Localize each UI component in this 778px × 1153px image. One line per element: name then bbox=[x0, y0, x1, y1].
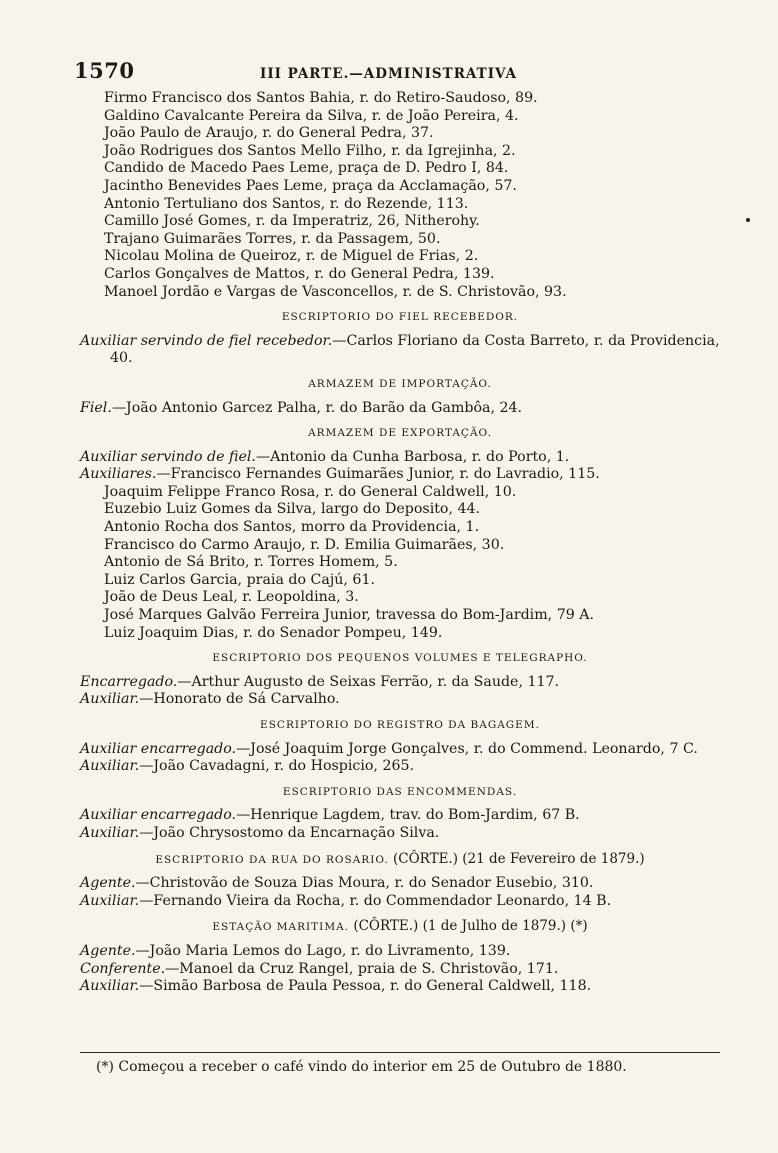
role-label: Auxiliares. bbox=[80, 466, 157, 483]
entry-rosario-2 bbox=[80, 893, 720, 911]
list-item: Joaquim Felippe Franco Rosa, r. do General Caldwell, 10. bbox=[104, 483, 517, 500]
role-label: Encarregado. bbox=[80, 673, 178, 690]
list-item: José Marques Galvão Ferreira Junior, travessa do Bom-Jardim, 79 A. bbox=[104, 607, 595, 624]
running-title: III PARTE.—ADMINISTRATIVA bbox=[260, 66, 517, 82]
section-title-exportacao: ARMAZEM DE EXPORTAÇÃO. bbox=[308, 427, 492, 440]
role-label: Agente. bbox=[80, 875, 136, 892]
list-item: Camillo José Gomes, r. da Imperatriz, 26, Nitherohy. bbox=[104, 213, 480, 230]
list-item: Galdino Cavalcante Pereira da Silva, r. de João Pereira, 4. bbox=[104, 107, 519, 124]
footnote: (*) Começou a receber o café vindo do interior em 25 de Outubro de 1880. bbox=[96, 1059, 627, 1075]
entry-text: —Arthur Augusto de Seixas Ferrão, r. da Saude, 117. bbox=[177, 673, 560, 690]
role-label: Auxiliar. bbox=[80, 978, 140, 995]
entry-text: —Christovão de Souza Dias Moura, r. do Senador Eusebio, 310. bbox=[135, 875, 594, 892]
list-item: João Paulo de Araujo, r. do General Pedra, 37. bbox=[104, 125, 434, 142]
list-item: João de Deus Leal, r. Leopoldina, 3. bbox=[104, 589, 359, 606]
section-title-rosario bbox=[80, 851, 720, 870]
entry-maritima-1 bbox=[80, 943, 720, 961]
entry-pequenos-volumes-1 bbox=[80, 674, 720, 692]
entry-text: —Fernando Vieira da Rocha, r. do Commendador Leonardo, 14 B. bbox=[139, 892, 612, 909]
list-item: João Rodrigues dos Santos Mello Filho, r. da Igrejinha, 2. bbox=[104, 142, 516, 159]
entry-text: —João Antonio Garcez Palha, r. do Barão da Gambôa, 24. bbox=[111, 399, 523, 416]
margin-ink-dot bbox=[746, 218, 750, 222]
entry-maritima-3 bbox=[80, 978, 720, 996]
section-title-date: (CÔRTE.) (21 de Fevereiro de 1879.) bbox=[392, 850, 645, 867]
role-label: Auxiliar. bbox=[80, 691, 140, 708]
section-title-main: ESTAÇÃO MARITIMA. bbox=[212, 921, 350, 934]
entry-text: —Antonio da Cunha Barbosa, r. do Porto, 1. bbox=[255, 448, 570, 465]
list-item: Carlos Gonçalves de Mattos, r. do General Pedra, 139. bbox=[104, 265, 495, 282]
entry-fiel-recebedor bbox=[80, 333, 720, 368]
role-label: Auxiliar encarregado. bbox=[80, 740, 237, 757]
entry-text: —Manoel da Cruz Rangel, praia de S. Christovão, 171. bbox=[165, 960, 559, 977]
page-header bbox=[74, 58, 720, 86]
entry-text: —Carlos Floriano da Costa Barreto, r. da Providencia, 40. bbox=[110, 332, 720, 367]
list-item: Candido de Macedo Paes Leme, praça de D. Pedro I, 84. bbox=[104, 160, 509, 177]
section-title-main: ESCRIPTORIO DA RUA DO ROSARIO. bbox=[155, 853, 389, 866]
document-page bbox=[74, 58, 720, 996]
section-title-pequenos-volumes: ESCRIPTORIO DOS PEQUENOS VOLUMES E TELEGRAPHO. bbox=[212, 652, 588, 665]
entry-text: —Simão Barbosa de Paula Pessoa, r. do General Caldwell, 118. bbox=[139, 978, 592, 995]
role-label: Auxiliar. bbox=[80, 892, 140, 909]
section-title-encommendas: ESCRIPTORIO DAS ENCOMMENDAS. bbox=[282, 785, 518, 798]
section-title-bagagem: ESCRIPTORIO DO REGISTRO DA BAGAGEM. bbox=[260, 719, 540, 731]
entry-rosario-1 bbox=[80, 875, 720, 893]
role-label: Auxiliar servindo de fiel recebedor. bbox=[80, 332, 333, 349]
list-item: Nicolau Molina de Queiroz, r. de Miguel de Frias, 2. bbox=[104, 248, 479, 265]
entry-encommendas-1 bbox=[80, 807, 720, 825]
list-item: Manoel Jordão e Vargas de Vasconcellos, r. de S. Christovão, 93. bbox=[104, 283, 567, 300]
section-title-date: (CÔRTE.) (1 de Julho de 1879.) (*) bbox=[353, 918, 588, 935]
list-item: Trajano Guimarães Torres, r. da Passagem, 50. bbox=[104, 230, 441, 247]
list-item: Luiz Carlos Garcia, praia do Cajú, 61. bbox=[104, 571, 375, 588]
list-item: Antonio de Sá Brito, r. Torres Homem, 5. bbox=[104, 554, 398, 571]
entry-text: —João Chrysostomo da Encarnação Silva. bbox=[139, 824, 440, 841]
role-label: Agente. bbox=[80, 942, 136, 959]
list-item: Firmo Francisco dos Santos Bahia, r. do Retiro-Saudoso, 89. bbox=[104, 90, 538, 106]
section-title-maritima bbox=[80, 918, 720, 937]
list-item: Francisco do Carmo Araujo, r. D. Emilia Guimarães, 30. bbox=[104, 536, 505, 553]
role-label: Auxiliar encarregado. bbox=[80, 807, 237, 824]
list-item: Antonio Tertuliano dos Santos, r. do Rezende, 113. bbox=[104, 195, 469, 212]
entry-text: —Francisco Fernandes Guimarães Junior, r. do Lavradio, 115. bbox=[156, 466, 600, 483]
entry-text: —João Cavadagni, r. do Hospicio, 265. bbox=[139, 758, 415, 775]
entry-text: —José Joaquim Jorge Gonçalves, r. do Commend. Leonardo, 7 C. bbox=[236, 740, 698, 757]
role-label: Conferente. bbox=[80, 960, 166, 977]
entry-exportacao-2 bbox=[80, 466, 720, 484]
entry-pequenos-volumes-2 bbox=[80, 691, 720, 709]
entry-text: —Honorato de Sá Carvalho. bbox=[139, 691, 340, 708]
entry-bagagem-2 bbox=[80, 758, 720, 776]
entry-text: —João Maria Lemos do Lago, r. do Livramento, 139. bbox=[135, 942, 511, 959]
top-name-list bbox=[80, 90, 720, 301]
list-item: Euzebio Luiz Gomes da Silva, largo do Deposito, 44. bbox=[104, 501, 481, 518]
entry-text: —Henrique Lagdem, trav. do Bom-Jardim, 67 B. bbox=[236, 807, 580, 824]
list-item: Antonio Rocha dos Santos, morro da Providencia, 1. bbox=[104, 519, 480, 536]
page-number: 1570 bbox=[74, 58, 135, 83]
entry-exportacao-1 bbox=[80, 449, 720, 467]
entry-maritima-2 bbox=[80, 961, 720, 979]
entry-bagagem-1 bbox=[80, 741, 720, 759]
list-item: Luiz Joaquim Dias, r. do Senador Pompeu, 149. bbox=[104, 624, 443, 641]
section-title-fiel-recebedor: ESCRIPTORIO DO FIEL RECEBEDOR. bbox=[281, 311, 519, 324]
role-label: Auxiliar servindo de fiel. bbox=[80, 448, 256, 465]
footnote-rule bbox=[80, 1052, 720, 1053]
role-label: Fiel. bbox=[80, 399, 112, 416]
entry-encommendas-2 bbox=[80, 825, 720, 843]
role-label: Auxiliar. bbox=[80, 824, 140, 841]
list-item: Jacintho Benevides Paes Leme, praça da Acclamação, 57. bbox=[104, 177, 517, 194]
role-label: Auxiliar. bbox=[80, 758, 140, 775]
entry-importacao bbox=[80, 400, 720, 418]
section-title-importacao: ARMAZEM DE IMPORTAÇÃO. bbox=[308, 377, 492, 390]
